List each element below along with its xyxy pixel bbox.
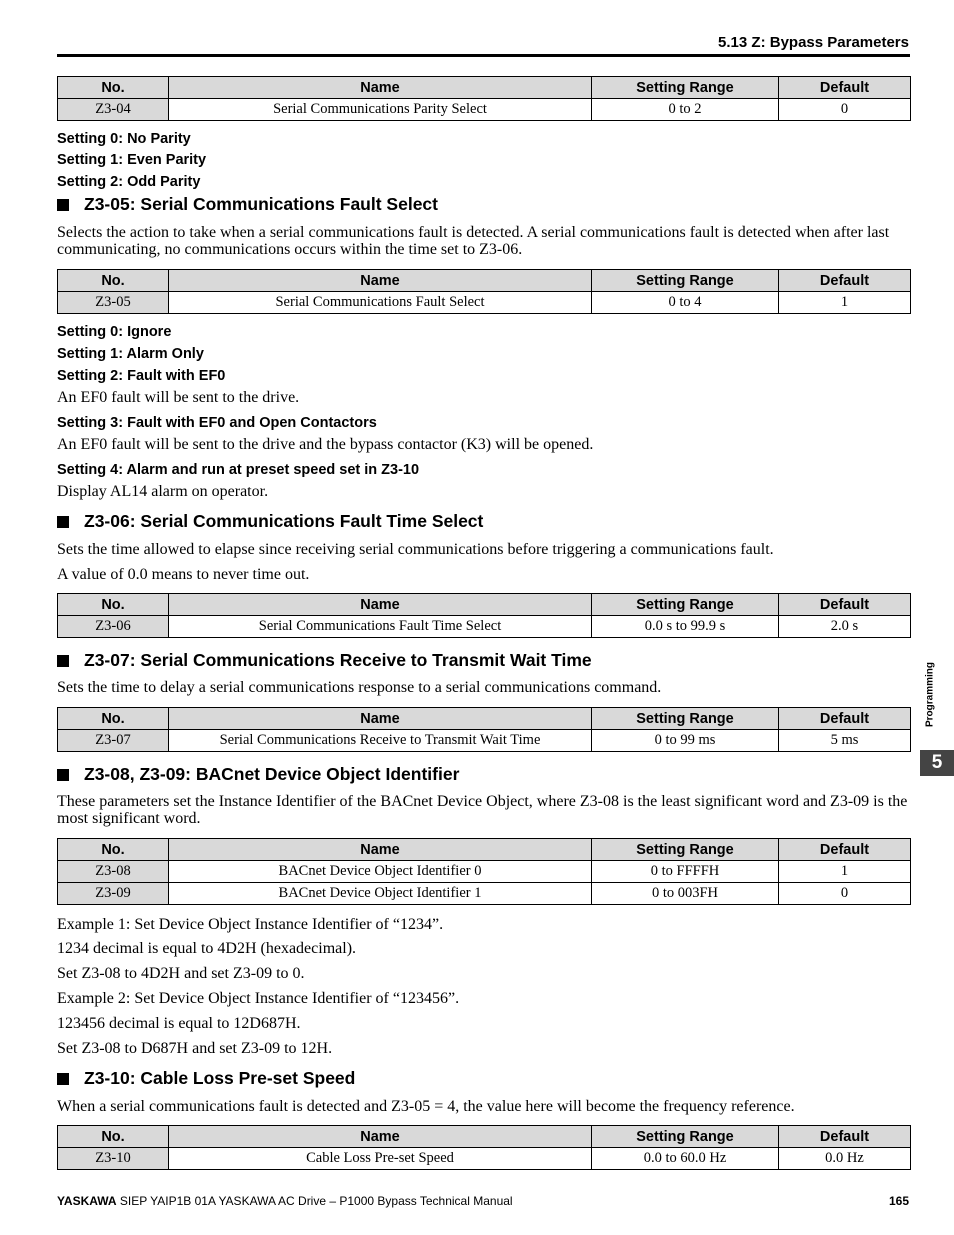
z3-04-table	[57, 76, 911, 121]
col-default: Default	[779, 1126, 911, 1148]
square-bullet-icon	[57, 1073, 69, 1085]
param-default: 0	[779, 99, 911, 121]
heading-text: Z3-07: Serial Communications Receive to Transmit Wait Time	[84, 650, 592, 670]
heading-text: Z3-06: Serial Communications Fault Time Select	[84, 511, 484, 531]
param-range: 0 to 2	[592, 99, 779, 121]
col-no: No.	[58, 839, 169, 861]
col-no: No.	[58, 708, 169, 730]
setting-label: Setting 4: Alarm and run at preset speed set in Z3-10	[57, 462, 420, 478]
chapter-tab: 5	[920, 750, 954, 776]
section-heading	[57, 764, 459, 785]
note: A value of 0.0 means to never time out.	[57, 566, 310, 583]
col-default: Default	[779, 594, 911, 616]
col-no: No.	[58, 270, 169, 292]
table-header-row	[58, 270, 911, 292]
section-heading	[57, 511, 483, 532]
square-bullet-icon	[57, 199, 69, 211]
param-default: 1	[779, 292, 911, 314]
page-number: 165	[888, 1194, 909, 1208]
header-rule	[57, 54, 910, 57]
col-name: Name	[169, 270, 592, 292]
col-range: Setting Range	[592, 1126, 779, 1148]
setting-label: Setting 0: Ignore	[57, 324, 172, 340]
param-default: 1	[779, 861, 911, 883]
z3-07-table	[57, 707, 911, 752]
section-title: 5.13 Z: Bypass Parameters	[718, 34, 909, 51]
param-range: 0 to 003FH	[592, 883, 779, 905]
square-bullet-icon	[57, 516, 69, 528]
col-range: Setting Range	[592, 839, 779, 861]
example-line: Set Z3-08 to D687H and set Z3-09 to 12H.	[57, 1040, 333, 1057]
setting-text: An EF0 fault will be sent to the drive.	[57, 389, 300, 406]
table-row	[58, 730, 911, 752]
side-label-text: Programming	[924, 662, 936, 728]
col-no: No.	[58, 594, 169, 616]
col-name: Name	[169, 594, 592, 616]
col-default: Default	[779, 839, 911, 861]
example-line: 1234 decimal is equal to 4D2H (hexadecimal).	[57, 940, 357, 957]
param-default: 2.0 s	[779, 616, 911, 638]
param-name: BACnet Device Object Identifier 1	[169, 883, 592, 905]
param-default: 5 ms	[779, 730, 911, 752]
table-header-row	[58, 1126, 911, 1148]
col-no: No.	[58, 77, 169, 99]
description: Sets the time allowed to elapse since receiving serial communications before triggering a communications fault.	[57, 541, 774, 558]
z3-05-table	[57, 269, 911, 314]
setting-text: Display AL14 alarm on operator.	[57, 483, 269, 500]
param-name: Serial Communications Fault Select	[169, 292, 592, 314]
col-no: No.	[58, 1126, 169, 1148]
param-range: 0 to 99 ms	[592, 730, 779, 752]
col-name: Name	[169, 839, 592, 861]
example-line: Example 1: Set Device Object Instance Identifier of “1234”.	[57, 916, 444, 933]
example-line: Set Z3-08 to 4D2H and set Z3-09 to 0.	[57, 965, 305, 982]
section-heading	[57, 1068, 355, 1089]
heading-text: Z3-10: Cable Loss Pre-set Speed	[84, 1068, 356, 1088]
param-no: Z3-07	[58, 730, 169, 752]
setting-label: Setting 3: Fault with EF0 and Open Contactors	[57, 415, 377, 431]
setting-label: Setting 0: No Parity	[57, 131, 191, 147]
table-header-row	[58, 708, 911, 730]
setting-text: An EF0 fault will be sent to the drive and the bypass contactor (K3) will be opened.	[57, 436, 594, 453]
footer-manual	[57, 1194, 513, 1208]
param-no: Z3-10	[58, 1148, 169, 1170]
table-header-row	[58, 77, 911, 99]
param-no: Z3-09	[58, 883, 169, 905]
param-name: BACnet Device Object Identifier 0	[169, 861, 592, 883]
param-no: Z3-06	[58, 616, 169, 638]
param-name: Serial Communications Fault Time Select	[169, 616, 592, 638]
description: Sets the time to delay a serial communications response to a serial communications command.	[57, 679, 662, 696]
col-range: Setting Range	[592, 594, 779, 616]
param-name: Serial Communications Receive to Transmit Wait Time	[169, 730, 592, 752]
col-name: Name	[169, 77, 592, 99]
table-row	[58, 616, 911, 638]
z3-06-table	[57, 593, 911, 638]
section-heading	[57, 194, 438, 215]
param-name: Cable Loss Pre-set Speed	[169, 1148, 592, 1170]
table-header-row	[58, 839, 911, 861]
setting-label: Setting 1: Alarm Only	[57, 346, 204, 362]
col-default: Default	[779, 270, 911, 292]
table-row	[58, 292, 911, 314]
col-range: Setting Range	[592, 77, 779, 99]
param-range: 0 to 4	[592, 292, 779, 314]
table-row	[58, 99, 911, 121]
param-range: 0 to FFFFH	[592, 861, 779, 883]
square-bullet-icon	[57, 769, 69, 781]
col-range: Setting Range	[592, 708, 779, 730]
section-heading	[57, 650, 592, 671]
footer-manual-title: SIEP YAIP1B 01A YASKAWA AC Drive – P1000 Bypass Technical Manual	[119, 1194, 513, 1208]
param-no: Z3-04	[58, 99, 169, 121]
setting-label: Setting 2: Fault with EF0	[57, 368, 226, 384]
table-row	[58, 1148, 911, 1170]
z3-10-table	[57, 1125, 911, 1170]
heading-text: Z3-08, Z3-09: BACnet Device Object Identifier	[84, 764, 460, 784]
footer-brand: YASKAWA	[57, 1194, 117, 1208]
col-default: Default	[779, 708, 911, 730]
table-header-row	[58, 594, 911, 616]
param-range: 0.0 s to 99.9 s	[592, 616, 779, 638]
heading-text: Z3-05: Serial Communications Fault Select	[84, 194, 438, 214]
description: When a serial communications fault is detected and Z3-05 = 4, the value here will become the frequency reference.	[57, 1098, 795, 1115]
param-default: 0.0 Hz	[779, 1148, 911, 1170]
z3-08-table	[57, 838, 911, 905]
square-bullet-icon	[57, 655, 69, 667]
example-line: 123456 decimal is equal to 12D687H.	[57, 1015, 301, 1032]
param-no: Z3-05	[58, 292, 169, 314]
setting-label: Setting 1: Even Parity	[57, 152, 207, 168]
description: Selects the action to take when a serial communications fault is detected. A serial communications fault is detected when after last communicating, no communications occurs within the time set to Z3-06.	[57, 224, 890, 258]
col-range: Setting Range	[592, 270, 779, 292]
setting-label: Setting 2: Odd Parity	[57, 174, 201, 190]
col-name: Name	[169, 1126, 592, 1148]
table-row	[58, 861, 911, 883]
param-range: 0.0 to 60.0 Hz	[592, 1148, 779, 1170]
description: These parameters set the Instance Identifier of the BACnet Device Object, where Z3-08 is the least significant word and Z3-09 is the most significant word.	[57, 793, 908, 827]
param-name: Serial Communications Parity Select	[169, 99, 592, 121]
table-row	[58, 883, 911, 905]
col-name: Name	[169, 708, 592, 730]
col-default: Default	[779, 77, 911, 99]
param-default: 0	[779, 883, 911, 905]
example-line: Example 2: Set Device Object Instance Identifier of “123456”.	[57, 990, 460, 1007]
param-no: Z3-08	[58, 861, 169, 883]
